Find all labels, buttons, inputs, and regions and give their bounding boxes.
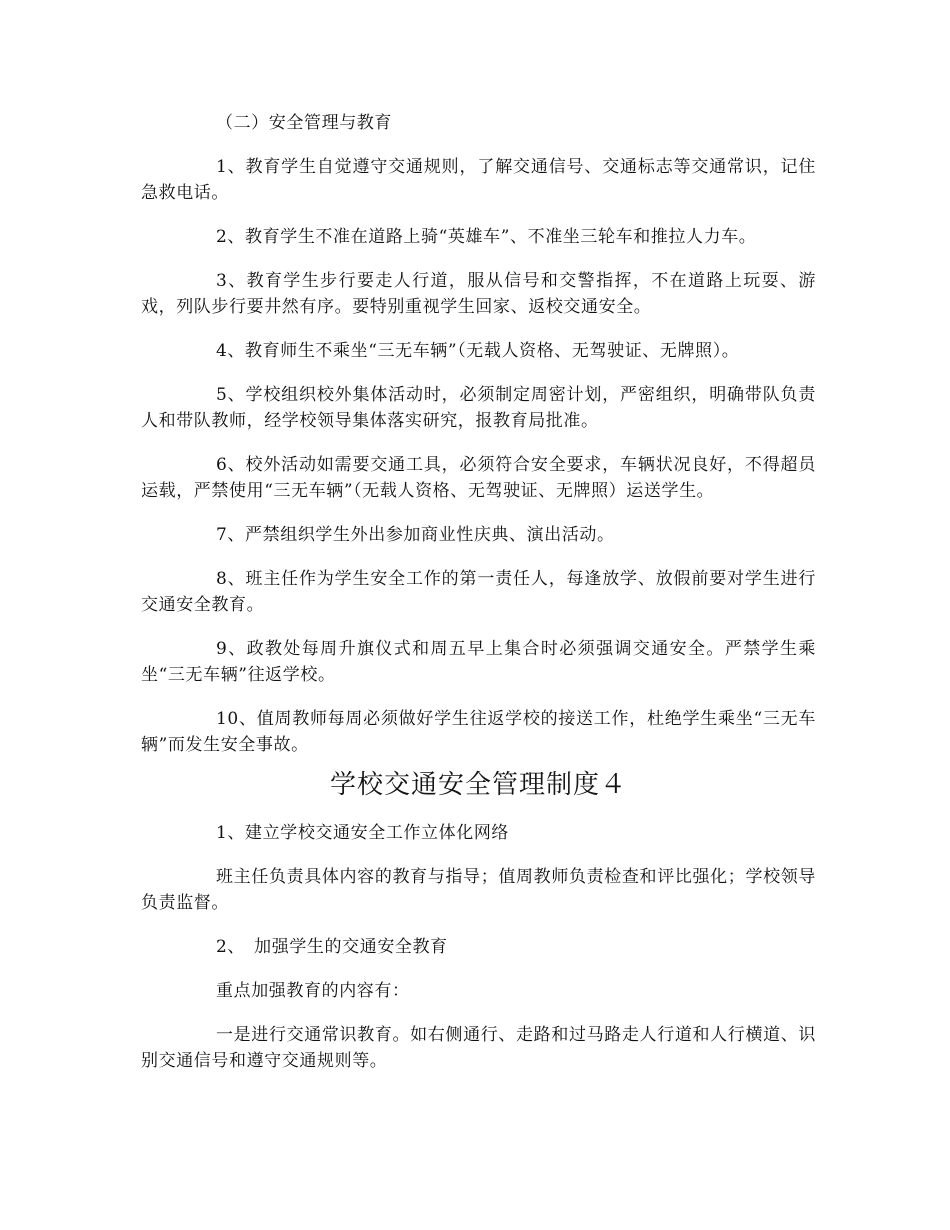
list-item: 10、值周教师每周必须做好学生往返学校的接送工作，杜绝学生乘坐“三无车辆”而发生安全事故。	[141, 709, 816, 755]
list-item: 1、建立学校交通安全工作立体化网络	[216, 823, 510, 843]
list-item: 4、教育师生不乘坐“三无车辆”（无载人资格、无驾驶证、无牌照）。	[216, 341, 740, 361]
paragraph: 重点加强教育的内容有：	[216, 981, 410, 1001]
list-item: 1、教育学生自觉遵守交通规则，了解交通信号、交通标志等交通常识，记住急救电话。	[141, 157, 816, 203]
list-item: 3、教育学生步行要走人行道，服从信号和交警指挥，不在道路上玩耍、游戏，列队步行要井然有序。要特别重视学生回家、返校交通安全。	[141, 271, 816, 317]
document-page	[141, 110, 816, 1074]
list-item: 2、教育学生不准在道路上骑“英雄车”、不准坐三轮车和推拉人力车。	[216, 227, 757, 247]
list-item: 8、班主任作为学生安全工作的第一责任人，每逢放学、放假前要对学生进行交通安全教育。	[141, 569, 816, 615]
list-item: 9、政教处每周升旗仪式和周五早上集合时必须强调交通安全。严禁学生乘坐“三无车辆”往返学校。	[141, 639, 816, 685]
section-heading: （二）安全管理与教育	[216, 113, 392, 133]
paragraph: 班主任负责具体内容的教育与指导；值周教师负责检查和评比强化；学校领导负责监督。	[141, 867, 816, 913]
list-item: 6、校外活动如需要交通工具，必须符合安全要求，车辆状况良好，不得超员运载，严禁使用“三无车辆”（无载人资格、无驾驶证、无牌照）运送学生。	[141, 455, 816, 501]
list-item: 7、严禁组织学生外出参加商业性庆典、演出活动。	[216, 525, 615, 545]
list-item: 2、 加强学生的交通安全教育	[216, 937, 448, 957]
document-title: 学校交通安全管理制度４	[329, 770, 627, 800]
paragraph: 一是进行交通常识教育。如右侧通行、走路和过马路走人行道和人行横道、识别交通信号和遵守交通规则等。	[141, 1025, 816, 1071]
list-item: 5、学校组织校外集体活动时，必须制定周密计划，严密组织，明确带队负责人和带队教师，经学校领导集体落实研究，报教育局批准。	[141, 385, 816, 431]
